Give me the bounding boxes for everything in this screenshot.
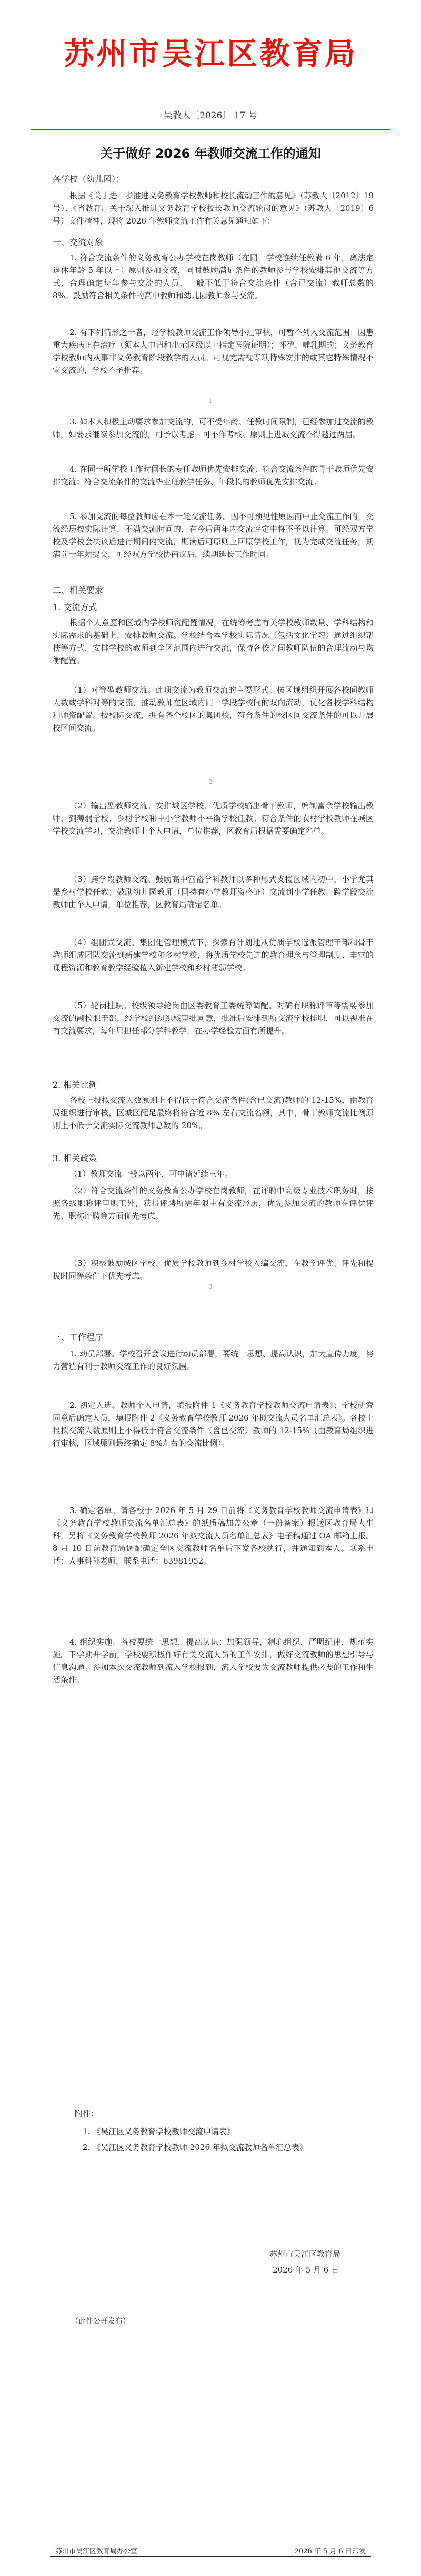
exchange-type-5: （5）轮岗挂职。校级领导轮岗由区委教育工委统筹调配。对确有职称评审等需要参加交流的副校职干部，经学校组织织核审批同意，批准后安排到所交流学校挂职，可以视准在有交流要求，每年只担任部分学科教学，在办学经验方面有所提升。 [53, 1001, 374, 1036]
policy-item-3: （3）积极鼓励城区学校、优质学校教师到乡村学校入编交流，在教学评优、评先和提拔时同等条件下优先考虑。 [53, 1259, 374, 1281]
section1-para-2: 2. 有下列情形之一者，经学校教师交流工作领导小组审核，可暂不列入交流范围：因患重大疾病正在治疗（须本人申请和出示区级以上指定医院证明）；怀孕、哺乳期的；义务教育学校教师内从事非义务教育阶段教学的人员。可视完需视专项特殊安排的或其它特殊情况不宜交流的，学校不予推荐。 [53, 328, 374, 375]
section1-para-1: 1. 符合交流条件的义务教育公办学校在岗教师（在同一学校连续任教满 6 年，离法定退休年龄 5 年以上）原则参加交流，同时鼓励满足条件的教师参与学校安排其他交流等方式，合理确定每年参与交流的人员，一般不低于符合交流条件（含已交流）教师总数的 8%。鼓励符合相关条件的高中教师和幼儿园教师参与交流。 [53, 253, 374, 300]
footer-print-date: 2026 年 5 月 6 日印发 [294, 2548, 366, 2555]
org-red-header: 苏州市吴江区教育局 [63, 36, 357, 72]
exchange-type-1: （1）对等型教师交流。此项交流为教师交流的主要形式。按区域组织开展各校间教师人数或学科对等的交流，推动教师在区域内同一学段学校间的双向流动，优化各校学科结构和师资配置。按校际交流，拥有各个校区的集团校，符合条件的校区间交流条件的可以开展校区间交流。 [53, 685, 374, 733]
intro-paragraph: 根据《关于进一步推进义务教育学校教师和校长流动工作的意见》（苏教人〔2012〕19 号）、《省教育厅关于深入推进义务教育学校校长教师交流轮岗的意见》（苏教人〔2019〕6 号）文件精神，现将 2026 年教师交流工作有关意见通知如下： [53, 191, 374, 226]
attachment-item: 2. 《吴江区义务教育学校教师 2026 年拟交流教师名单汇总表》 [83, 2143, 307, 2152]
exchange-type-2: （2）输出型教师交流。安排城区学校、优质学校输出骨干教师，编制富余学校输出教师，到薄弱学校、乡村学校和中小学教师不平衡学校任教；符合条件的农村学校教师在城区学校交流学习，交流教师由个人申请，单位推荐，区教育局根据需要确定名单。 [53, 801, 374, 836]
ratio-para: 各校上报拟交流人数原则上不得低于符合交流条件(含已交流)教师的 12-15%，由教育局组织进行审核，区城区配足最终将符合近 8% 左右交流名额，其中，骨干教师交流比例原则上不低于交流实际交流教师总数的 20%。 [53, 1096, 374, 1130]
exchange-method-para: 根据个人意愿和区域内学校师资配置情况，在统筹考虑有关学校教师数量、学科结构和实际需求的基础上，安排教师交流。学校结合本学校实际情况（包括文化学习）通过组织帮扶等方式，安排学校的教师到全区范围内进行交流，保持各校之间教师队伍的合理流动与均衡配置。 [53, 618, 374, 665]
salutation: 各学校（幼儿园）： [53, 174, 125, 184]
attachments-label: 附件： [75, 2109, 99, 2118]
page-number: 3 [208, 1283, 213, 1290]
document-title: 关于做好 2026 年教师交流工作的通知 [100, 146, 321, 161]
attachment-item: 1. 《吴江区义务教育学校教师交流申请表》 [83, 2127, 235, 2136]
section1-para-4: 4. 在同一所学校工作时间长的专任教师优先安排交流；符合交流条件的骨干教师优先安排交流；符合交流条件的交流毕业班教学任务、年段长的教师优先安排交流。 [53, 464, 374, 486]
exchange-type-3: （3）跨学段教师交流。鼓励高中富裕学科教师以多种形式支援区域内初中、小学尤其是乡村学校任教；鼓励幼儿园教师（同持有小学教师资格证）交流到小学任教。跨学段交流教师由个人申请，单位推荐，区教育局确定名单。 [53, 875, 374, 909]
section-heading-3: 三、工作程序 [53, 1332, 104, 1342]
procedure-para-3: 3. 确定名单。请各校于 2026 年 5 月 29 日前将《义务教育学校教师交流申请表》和《义务教育学校教师交流名单汇总表》的纸质稿加盖公章（一份备案）报送区教育局人事科，另将《义务教育学校教师 2026 年拟交流人员名单汇总表》电子稿通过 OA 邮箱上报。8 月 10 日前教育局调配确定全区交流教师名单后下发各校执行，并通知到本人。联系电话：人事科孙老师，联系电话：63981952。 [53, 1506, 374, 1566]
section-heading-2: 二、相关要求 [53, 585, 104, 595]
red-divider-line [31, 129, 390, 130]
section1-para-3: 3. 如本人积极主动要求参加交流的，可不受年龄、任教时间限制，已经参加过交流的教师，如要求继续参加交流的，可予以考虑，可不作考核。原则上进城交流不得越过两届。 [53, 417, 374, 439]
page-number: 1 [208, 398, 213, 404]
publication-note: （此件公开发布） [71, 2317, 130, 2326]
signature-org: 苏州市吴江区教育局 [269, 2249, 341, 2259]
subheading-ratio: 2. 相关比例 [53, 1080, 97, 1090]
exchange-type-4: （4）组团式交流。集团化管理模式下，探索有计划地从优质学校选派管理干部和骨干教师组成团队交流到新建学校和乡村学校，将优质学校先进的教育理念与管理制度、丰富的课程资源和教育教学经验植入新建学校和乡村薄弱学校。 [53, 938, 374, 972]
section1-para-5: 5. 参加交流的每位教师应在本一轮交流任务。因不可预见性原因而中止交流工作的，交流经历按实际计算，不满交流时间的，在今后两年内交流评定中将不予以计算。可经双方学校及学校会决议后进行期间内交流，期满后可原则上回原学校工作，视为完成交流任务，期满前一年须提交，可经双方学校协商议后，续期延长工作时间。 [53, 512, 374, 559]
section-heading-1: 一、交流对象 [53, 237, 104, 247]
procedure-para-1: 1. 动员部署。学校召开会议进行动员部署，要统一思想、提高认识，加大宣传力度，努力营造有利于教师交流工作的良好氛围。 [53, 1349, 374, 1371]
procedure-para-2: 2. 初定人选。教师个人申请，填报附件 1《义务教育学校教师交流申请表》；学校研究同意后确定人员，填报附件 2《义务教育学校教师 2026 年拟交流人员名单汇总表》。各校上报拟交流人数原则上不得低于符合交流条件（含已交流）教师的 12-15%（由教育局组织进行审核，区域原则最终确定 8%左右的交流比例）。 [53, 1401, 374, 1448]
signature-date: 2026 年 5 月 6 日 [273, 2265, 339, 2275]
policy-item-2: （2）符合交流条件的义务教育公办学校在岗教师，在评聘中高级专业技术职务时，按照各级职称评审职工外，获得评聘所需年限中有交流经历，优先参加交流的教师在评优评先、职称评聘等方面优先考虑。 [53, 1186, 374, 1221]
subheading-exchange-method: 1. 交流方式 [53, 602, 97, 612]
subheading-policy: 3. 相关政策 [53, 1153, 97, 1163]
print-footer [50, 2543, 371, 2557]
page-number: 2 [208, 778, 213, 785]
doc-number: 吴教人〔2026〕 17 号 [164, 110, 257, 121]
procedure-para-4: 4. 组织实施。各校要统一思想，提高认识；加强领导，精心组织，严明纪律，规范实施。下学期开学前，学校要积极作好有关交流人员的工作安排，做好交流教师的思想引导与信息沟通。参加本次交流教师到流入学校报到，流入学校要为交流教师提供必要的工作和生活条件。 [53, 1637, 374, 1685]
policy-item-1: （1）教师交流一般以两年，可申请延续三年。 [69, 1169, 233, 1179]
footer-issuer: 苏州市吴江区教育局办公室 [55, 2548, 138, 2555]
